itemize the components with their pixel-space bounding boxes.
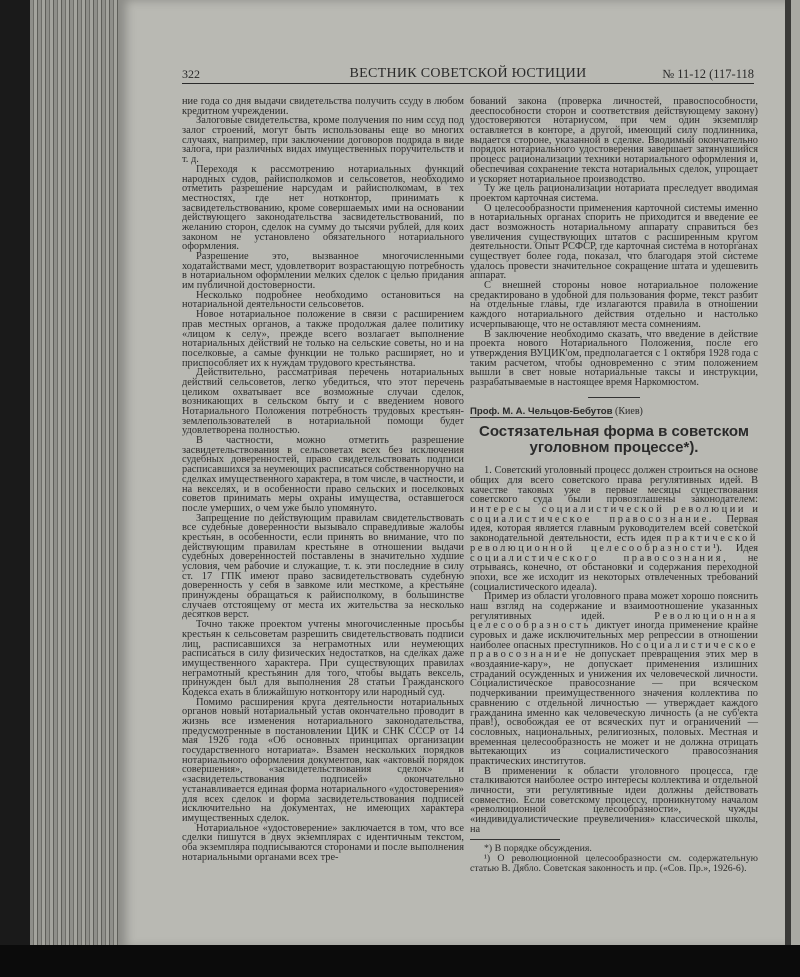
article-divider — [588, 397, 640, 398]
text-run: Запрещение по действующим правилам свидетельствовать все судебные доверенности вызывало справедливые жалобы крестьян, в особенности, если принять во внимание, что по действующим правилам крестьяне в отношении выдачи судебных доверенностей поставлены в значительно худшие условия, чем рабочие и служащие, т. к. эти последние в силу ст. 17 ГПК имеют право засвидетельствовать судебную доверенность у себя в завкоме или месткоме, а крестьяне принуждены обращаться к райисполкому, в большинстве случаев отстоящему от места их жительства за несколько десятков верст. — [182, 512, 464, 621]
paragraph — [182, 97, 464, 116]
footnote: *) В порядке обсуждения. — [484, 843, 592, 855]
footnote-rule — [470, 839, 560, 840]
paragraph — [470, 330, 758, 388]
text-run: Переходя к рассмотрению нотариальных функций народных судов, райисполкомов и сельсоветов, необходимо отметить разрешение нарсудам и райисполкомам, в тех местностях, где нет нотконтор, принимать к засвидетельствованию, кроме совершаемых ими на основании действующего законодательства засвидетельствований, по желанию сторон, сделок на сумму до тысячи рублей, для коих законом не установлено обязательного нотариального оформления. — [182, 163, 464, 253]
text-run: В заключение необходимо сказать, что введение в действие проекта нового Нотариального Положения, после его утверждения ВУЦИК'ом, предполагается с 1 октября 1928 года с таким расчетом, чтобы одновременно с этим положением вышли в свет новые нотариальные таксы и инструкции, разрабатываемые в настоящее время Наркомюстом. — [470, 328, 758, 388]
right-column — [470, 97, 758, 873]
paragraph — [182, 291, 464, 310]
page-number: 322 — [182, 67, 200, 81]
text-run: О целесообразности применения карточной системы именно в нотариальных органах спорить не приходится и введение ее даст возможность нотариальному аппарату справиться без увеличения существующих штатов с расширенным кругом деятельности. Опыт РСФСР, где карточная система в ноторганах существует более года, показал, что благодаря этой системе удалось провести значительное сокращение штата и удешевить аппарат. — [470, 202, 758, 282]
paragraph — [182, 310, 464, 368]
text-run: Новое нотариальное положение в связи с расширением прав местных органов, а также продолжая далее политику «лицом к селу», прежде всего возлагает выполнение нотариальных действий не только на сельские советы, но и на поселковые, а самые функции не только расширяет, но и приспособляет их к нуждам трудового крестьянства. — [182, 309, 464, 369]
article-title: Состязательная форма в советском уголовном процессе*). — [479, 423, 749, 457]
paragraph — [182, 368, 464, 436]
text-run: . Первая идея, которая является главным руководителем всей советской законодательной деятельности, есть идея — [470, 513, 758, 545]
text-run: , не отрываясь, конечно, от обстановки и содержания переходной эпохи, все же исходит из некоторых отвлеченных требований (социалистического идеала). — [470, 552, 758, 593]
paragraph — [182, 252, 464, 291]
spaced-emphasis: социалистическое правосознание — [470, 639, 758, 661]
footnote: ¹) О революционной целесообразности см. содержательную статью В. Дябло. Советская законность и пр. («Сов. Пр.», 1926-6). — [470, 853, 758, 874]
text-run: Разрешение это, вызванное многочисленными ходатайствами мест, удовлетворит возрастающую потребность в нотариальном оформлении мелких сделок с целью придания им публичной достоверности. — [182, 251, 464, 292]
journal-title: ВЕСТНИК СОВЕТСКОЙ ЮСТИЦИИ — [349, 66, 587, 81]
next-page-edge — [791, 0, 800, 948]
text-run: В частности, можно отметить разрешение засвидетельствования в сельсоветах всех без исключения судебных доверенностей, право свидетельствовать подписи расписавшихся за неумеющих расписаться собственноручно на сделках имущественного характера, в том числе, в частности, и на векселях, и в особенности право сельских и поселковых советов принимать меры охраны имущества, оставшегося после умерших, о чем уже было упомянуто. — [182, 435, 464, 514]
spaced-emphasis: социалистическое правосознание — [470, 513, 709, 525]
article-body — [470, 466, 758, 834]
page-stack-edges — [30, 0, 122, 950]
paragraph — [470, 97, 758, 184]
text-run: диктует иногда применение крайне суровых и даже исключительных мер репрессии в отношении наиболее опасных преступников. Но — [470, 620, 758, 651]
text-run: Несколько подробнее необходимо остановиться на нотариальной деятельности сельсоветов. — [182, 289, 464, 311]
paragraph — [182, 116, 464, 164]
text-run: С внешней стороны новое нотариальное положение средактировано в удобной для пользования форме, текст разбит на отдельные главы, где излагаются правила в отношении каждого нотариального действия отдельно и настолько исчерпывающе, что не оставляют места сомнениям. — [470, 280, 758, 330]
paragraph — [470, 204, 758, 282]
spaced-emphasis: социалистического правосознания — [470, 552, 724, 564]
paragraph — [182, 436, 464, 514]
spaced-emphasis: Революционная целесообразность — [470, 610, 758, 632]
paragraph — [470, 281, 758, 329]
text-run: не допускает превращения этих мер в «воздаяние-кару», не допускает применения излишних страданий осужденных и унижения их человеческой личности. Социалистическое правосознание — при всяческом подчеркивании преимущественного значения коллектива по сравнению с отдельной личностью — утверждает каждого гражданина именно как человеческую личность (а не суб'екта прав!), освобождая ее от всяческих пут и ограничений — сословных, национальных, религиозных, половых. Местная и временная целесообразность не может и не должна отрицать вытекающих из социалистического правосознания практических институтов. — [470, 649, 758, 767]
text-run: и — [746, 504, 758, 516]
author-city: (Киев) — [615, 405, 643, 417]
paragraph — [182, 514, 464, 621]
paragraph — [182, 824, 464, 863]
paragraph — [470, 592, 758, 766]
background-bottom — [0, 945, 800, 977]
paragraph — [182, 620, 464, 698]
left-column — [182, 97, 464, 862]
text-run: Пример из области уголовного права может хорошо пояснить наш взгляд на содержание и взаимоотношение указанных регулятивных идей. — [470, 591, 758, 622]
text-run: ние года со дня выдачи свидетельства получить ссуду в любом кредитном учреждении. — [182, 96, 464, 117]
background-left — [0, 0, 34, 977]
paragraph — [182, 698, 464, 824]
paragraph — [470, 466, 758, 592]
spaced-emphasis: интересы социалистической революции — [470, 504, 747, 516]
previous-article-end — [470, 97, 758, 388]
article-byline — [470, 407, 758, 417]
text-run: В применении к области уголовного процесса, где сталкиваются наиболее остро интересы коллектива и отдельной личности, эти регулятивные идеи должны действовать совместно. Если советскому процессу, проникнутому началом «революционной целесообразности», чужды «индивидуалистические преувеличения» классической школы, на — [470, 765, 758, 835]
text-run: бований закона (проверка личностей, правоспособности, дееспособности сторон и соответствия действующему закону) удостоверяются нотариусом, при чем один экземпляр оставляется в конторе, а другой, имеющий силу подлинника, выдается стороне, указанной в сделке. Вводимый окончательно порядок нотариального удостоверения завершает затянувшийся процесс рационализации техники нотариального оформления и, обеспечивая сохранение текста нотариальных сделок, упрощает и ускоряет нотариальное производство. — [470, 96, 758, 185]
text-run: 1. Советский уголовный процесс должен строиться на основе общих для всего советского права регулятивных идей. В качестве таковых уже в первые месяцы существования советского суда были провозглашены законодателем: — [470, 465, 758, 506]
text-run: Ту же цель рационализации нотариата преследует вводимая проектом карточная система. — [470, 183, 758, 204]
author-name: Проф. М. А. Чельцов-Бебутов — [470, 405, 613, 417]
running-header — [182, 66, 754, 84]
text-run: Помимо расширения круга деятельности нотариальных органов новый нотариальный устав окончательно проводит в жизнь все изменения нотариального законодательства, предусмотренные в постановлении ЦИК и СНК СССР от 14 мая 1926 года «Об основных принципах организации государственного нотариата». Взамен нескольких порядков нотариального оформления документов, как «актовый порядок совершения», «засвидетельствования сделок» и «засвидетельствования подписей» окончательно устанавливается единая форма нотариального «удостоверения» для всех сделок и форма засвидетельствования подписей исключительно на документах, не имеющих характера имущественных сделок. — [182, 696, 464, 824]
paragraph — [470, 767, 758, 835]
spaced-emphasis: практической революционной целесообразности — [470, 533, 758, 554]
text-run: Точно также проектом учтены многочисленные просьбы крестьян к сельсоветам разрешить свидетельствовать подписи лиц, расписавшихся за неграмотных или неумеющих расписаться в силу физических недостатков, на сделках даже имущественного характера. При существующих правилах неграмотный крестьянин для того, чтобы выдать вексель, принужден был для выполнения 28 статьи Гражданского Кодекса ехать в ближайшую нотконтору или народный суд. — [182, 619, 464, 698]
text-run: Залоговые свидетельства, кроме получения по ним ссуд под залог строений, могут быть использованы еще во многих случаях, например, при заключении договоров подряда в виде залога, при различных видах имущественных поручительств и т. д. — [182, 115, 464, 166]
text-run: Действительно, рассматривая перечень нотариальных действий сельсоветов, легко убедиться, что этот перечень целиком охватывает все возможные случаи сделок, возникающих в сельском быту и с введением нового Нотариального Положения потребность трудовых крестьян-землепользователей в нотариальной помощи будет удовлетворена полностью. — [182, 367, 464, 437]
text-run: Нотариальное «удостоверение» заключается в том, что все сделки пишутся в двух экземплярах с идентичным текстом, оба экземпляра подписываются сторонами и после выполнения нотариальными органами всех тре- — [182, 822, 464, 863]
paragraph — [182, 165, 464, 252]
text-run: ¹). Идея — [712, 542, 758, 554]
paragraph — [470, 184, 758, 203]
issue-number: № 11-12 (117-118 — [662, 67, 754, 81]
